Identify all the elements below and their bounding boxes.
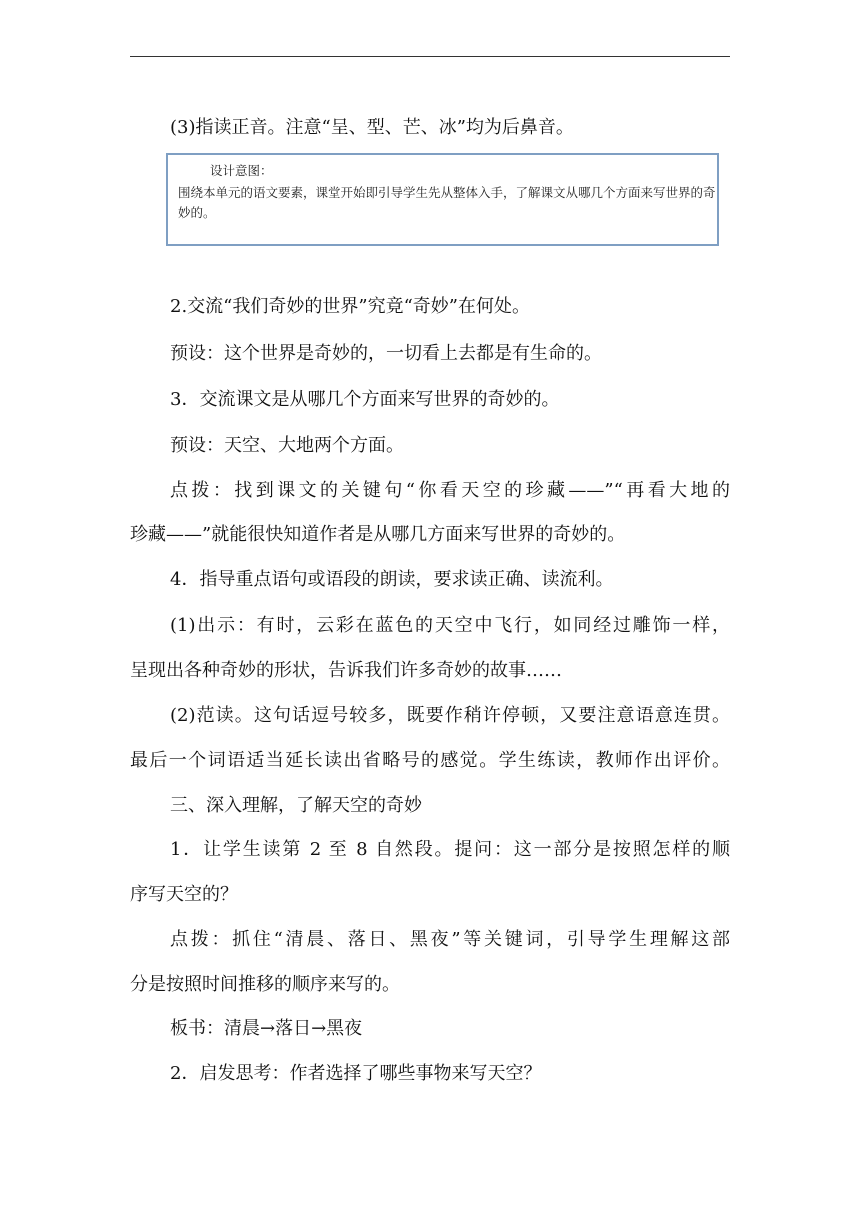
paragraph-model-reading-line-2: 最后一个词语适当延长读出省略号的感觉。学生练读，教师作出评价。 [130,750,730,771]
paragraph-model-reading-line-1: (2)范读。这句话逗号较多，既要作稍许停顿，又要注意语意连贯。 [170,705,730,726]
paragraph-preset-2: 预设：天空、大地两个方面。 [170,435,404,456]
paragraph-discuss-wonder: 2.交流“我们奇妙的世界”究竟“奇妙”在何处。 [170,296,530,317]
design-intent-title: 设计意图： [210,163,273,178]
paragraph-question-order-line-2: 序写天空的？ [130,884,238,905]
design-intent-body: 围绕本单元的语文要素，课堂开始即引导学生先从整体入手，了解课文从哪几个方面来写世界的奇妙的。 [178,185,716,220]
paragraph-show-sentence-line-2: 呈现出各种奇妙的形状，告诉我们许多奇妙的故事…… [130,660,562,681]
paragraph-pronunciation: (3)指读正音。注意“呈、型、芒、冰”均为后鼻音。 [170,117,574,138]
paragraph-reading-guide: 4．指导重点语句或语段的朗读，要求读正确、读流利。 [170,569,614,590]
section-heading-3: 三、深入理解，了解天空的奇妙 [170,795,422,816]
paragraph-hint-2-line-1: 点拨：抓住“清晨、落日、黑夜”等关键词，引导学生理解这部 [170,929,730,950]
paragraph-board-writing: 板书：清晨→落日→黑夜 [170,1018,363,1039]
paragraph-hint-1-line-2: 珍藏——”就能很快知道作者是从哪几方面来写世界的奇妙的。 [130,524,626,545]
design-intent-box [166,153,719,246]
paragraph-question-order-line-1: 1．让学生读第 2 至 8 自然段。提问：这一部分是按照怎样的顺 [170,839,730,860]
header-rule [130,56,730,57]
paragraph-hint-1-line-1: 点拨：找到课文的关键句“你看天空的珍藏——”“再看大地的 [170,480,730,501]
paragraph-preset-1: 预设：这个世界是奇妙的，一切看上去都是有生命的。 [170,343,602,364]
paragraph-discuss-aspects: 3．交流课文是从哪几个方面来写世界的奇妙的。 [170,389,560,410]
paragraph-show-sentence-line-1: (1)出示：有时，云彩在蓝色的天空中飞行，如同经过雕饰一样， [170,615,730,636]
paragraph-think-question: 2．启发思考：作者选择了哪些事物来写天空？ [170,1063,542,1084]
paragraph-hint-2-line-2: 分是按照时间推移的顺序来写的。 [130,974,400,995]
